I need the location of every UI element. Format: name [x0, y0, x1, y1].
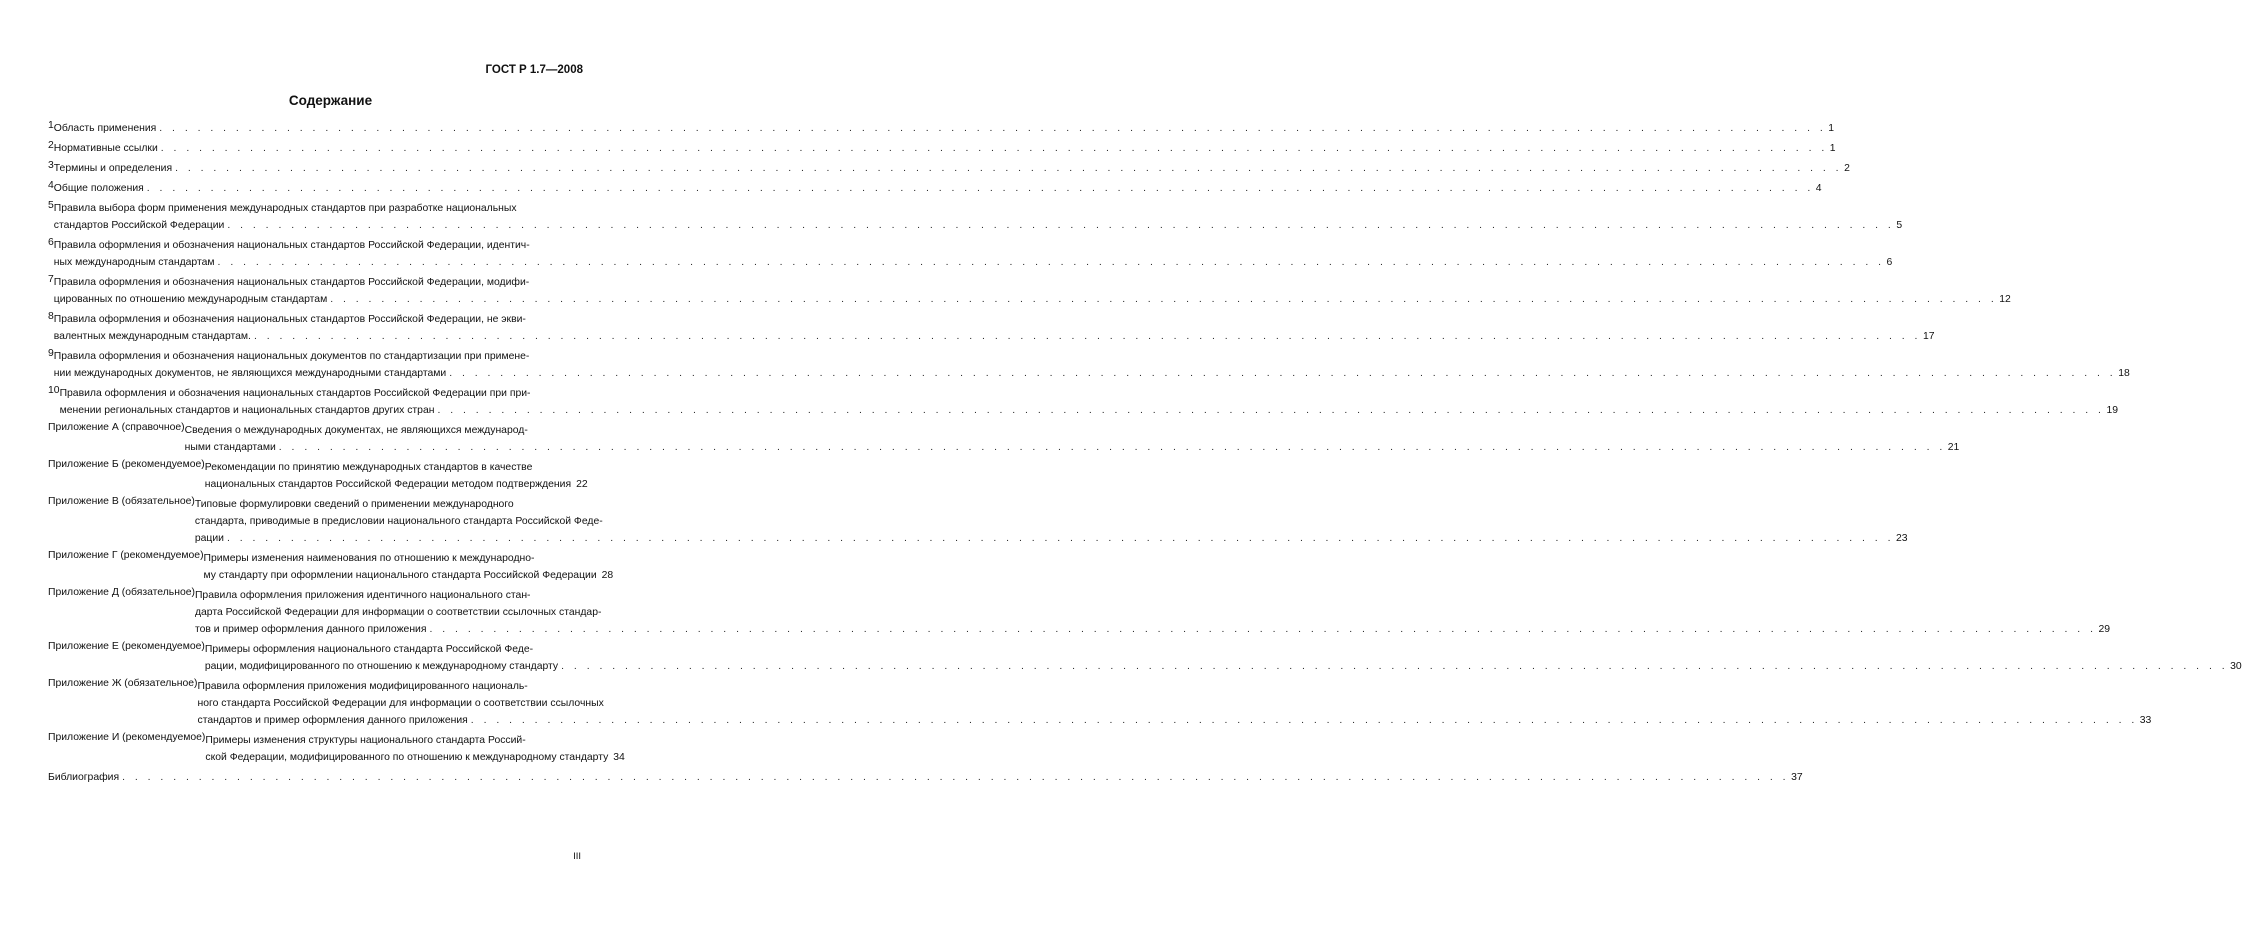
toc-entry-number: Приложение Г (рекомендуемое) — [48, 550, 204, 561]
toc-entry-text: Примеры изменения структуры национального стандарта Россий- — [205, 735, 526, 746]
toc-entry-number: 7 — [48, 274, 54, 285]
toc-entry-text: Рекомендации по принятию международных стандартов в качестве — [204, 462, 533, 473]
page-title: Содержание — [288, 93, 373, 108]
toc-entry-number: Приложение Б (рекомендуемое) — [48, 459, 205, 470]
dot-leader — [227, 217, 1894, 234]
toc-entry-number: 4 — [48, 180, 54, 191]
dot-leader — [561, 658, 2228, 675]
toc-entry-text: цированных по отношению международным стандартам — [53, 294, 328, 305]
toc-entry-text: валентных международным стандартам. — [53, 331, 251, 342]
toc-entry[interactable] — [48, 641, 2242, 675]
dot-leader — [218, 254, 1885, 271]
dot-leader — [430, 621, 2097, 638]
dot-leader — [147, 180, 1814, 197]
toc-entry-number: Приложение Д (обязательное) — [48, 587, 195, 598]
toc-entry-number: 1 — [48, 120, 54, 131]
toc-entry-text: Библиография — [48, 772, 120, 783]
toc-entry[interactable] — [48, 160, 1850, 177]
toc-entry-text: менении региональных стандартов и национальных стандартов других стран — [59, 405, 435, 416]
toc-entry-page: 30 — [2230, 661, 2242, 672]
toc-entry-text: тов и пример оформления данного приложения — [194, 624, 427, 635]
toc-entry-text: Нормативные ссылки — [53, 143, 158, 154]
toc-entry-page: 18 — [2118, 368, 2130, 379]
dot-leader — [227, 530, 1894, 547]
toc-entry-text: национальных стандартов Российской Федерации методом подтверждения — [204, 479, 572, 490]
toc-entry-page: 37 — [1791, 772, 1803, 783]
toc-entry-page: 29 — [2098, 624, 2111, 635]
toc-entry-text: Правила оформления и обозначения национальных документов по стандартизации при примене- — [53, 351, 530, 362]
toc-entry-text: Правила выбора форм применения международных стандартов при разработке национальных — [53, 203, 517, 214]
dot-leader — [175, 160, 1842, 177]
toc-entry[interactable] — [48, 140, 1836, 157]
toc-entry-number: Приложение А (справочное) — [48, 422, 185, 433]
toc-entry-number: 3 — [48, 160, 54, 171]
toc-entry-text: Правила оформления приложения модифицированного националь- — [197, 681, 528, 692]
toc-entry-page: 21 — [1947, 442, 1960, 453]
toc-entry[interactable] — [48, 459, 588, 493]
toc-entry-number: Приложение И (рекомендуемое) — [48, 732, 206, 743]
dot-leader — [471, 712, 2138, 729]
dot-leader — [161, 140, 1828, 157]
dot-leader — [330, 291, 1997, 308]
toc-entry-text: ного стандарта Российской Федерации для информации о соответствии ссылочных — [197, 698, 604, 709]
toc-entry-text: Правила оформления и обозначения национальных стандартов Российской Федерации, модифи- — [53, 277, 530, 288]
toc-entry-text: му стандарту при оформлении национального стандарта Российской Федерации — [203, 570, 597, 581]
toc-entry-number: 9 — [48, 348, 54, 359]
toc-entry-text: Типовые формулировки сведений о применении международного — [194, 499, 514, 510]
toc-entry-text: Примеры изменения наименования по отношению к международно- — [203, 553, 535, 564]
toc-entry[interactable] — [48, 200, 1903, 234]
dot-leader — [437, 402, 2104, 419]
toc-entry-number: Приложение Е (рекомендуемое) — [48, 641, 205, 652]
toc-entry-page: 6 — [1886, 257, 1893, 268]
toc-entry[interactable] — [48, 311, 1935, 345]
toc-entry-text: Область применения — [53, 123, 157, 134]
toc-entry[interactable] — [48, 348, 2130, 382]
toc-entry-page: 1 — [1828, 123, 1835, 134]
dot-leader — [159, 120, 1826, 137]
toc-entry-text: ными стандартами — [184, 442, 276, 453]
toc-entry-number: 5 — [48, 200, 54, 211]
toc-entry[interactable] — [48, 678, 2152, 729]
toc-entry-text: Примеры оформления национального стандарта Российской Феде- — [204, 644, 534, 655]
toc-entry-text: Правила оформления и обозначения национальных стандартов Российской Федерации при при- — [59, 388, 531, 399]
dot-leader — [122, 769, 1789, 786]
toc-entry[interactable] — [48, 422, 1960, 456]
toc-entry-text: дарта Российской Федерации для информации о соответствии ссылочных стандар- — [194, 607, 602, 618]
toc-entry-number: Приложение В (обязательное) — [48, 496, 195, 507]
toc-entry-text: рации — [194, 533, 224, 544]
toc-entry-page: 12 — [1999, 294, 2011, 305]
table-of-contents — [48, 120, 2242, 789]
toc-entry[interactable] — [48, 120, 1835, 137]
toc-entry-number: 10 — [48, 385, 60, 396]
page-number: III — [573, 851, 581, 862]
toc-entry-page: 17 — [1922, 331, 1935, 342]
toc-entry[interactable] — [48, 732, 625, 766]
toc-entry-page: 19 — [2106, 405, 2119, 416]
toc-entry[interactable] — [48, 496, 1908, 547]
toc-entry[interactable] — [48, 587, 2111, 638]
toc-entry-number: Приложение Ж (обязательное) — [48, 678, 198, 689]
toc-entry[interactable] — [48, 550, 614, 584]
toc-entry-page: 4 — [1815, 183, 1822, 194]
toc-entry-text: Правила оформления и обозначения национальных стандартов Российской Федерации, идентич- — [53, 240, 530, 251]
toc-entry-page: 5 — [1896, 220, 1903, 231]
toc-entry-text: рации, модифицированного по отношению к международному стандарту — [204, 661, 559, 672]
toc-entry-text: Общие положения — [53, 183, 144, 194]
toc-entry-text: ных международным стандартам — [53, 257, 215, 268]
toc-entry[interactable] — [48, 769, 1803, 786]
toc-entry-number: 6 — [48, 237, 54, 248]
toc-entry-page: 33 — [2139, 715, 2152, 726]
toc-entry-text: Сведения о международных документах, не являющихся международ- — [184, 425, 528, 436]
document-code: ГОСТ Р 1.7—2008 — [485, 64, 583, 76]
toc-entry[interactable] — [48, 274, 2011, 308]
toc-entry-text: стандартов и пример оформления данного приложения — [197, 715, 468, 726]
toc-entry[interactable] — [48, 385, 2119, 419]
toc-entry[interactable] — [48, 237, 1893, 271]
toc-entry-text: нии международных документов, не являющихся международными стандартами — [53, 368, 447, 379]
toc-entry-number: 8 — [48, 311, 54, 322]
toc-entry-text: стандартов Российской Федерации — [53, 220, 225, 231]
toc-entry-text: Правила оформления и обозначения национальных стандартов Российской Федерации, не экви- — [53, 314, 526, 325]
toc-entry-page: 23 — [1895, 533, 1908, 544]
toc-entry-page: 1 — [1829, 143, 1836, 154]
toc-entry-page: 2 — [1844, 163, 1850, 174]
toc-entry-page: 28 — [601, 570, 614, 581]
toc-entry-text: ской Федерации, модифицированного по отношению к международному стандарту — [205, 752, 609, 763]
toc-entry-page: 34 — [613, 752, 625, 763]
toc-entry-text: Правила оформления приложения идентичного национального стан- — [194, 590, 531, 601]
dot-leader — [449, 365, 2116, 382]
toc-entry-text: стандарта, приводимые в предисловии национального стандарта Российской Феде- — [194, 516, 603, 527]
toc-entry-text: Термины и определения — [53, 163, 173, 174]
toc-entry-page: 22 — [576, 479, 588, 490]
dot-leader — [254, 328, 1921, 345]
toc-entry-number: 2 — [48, 140, 54, 151]
dot-leader — [279, 439, 1946, 456]
toc-entry[interactable] — [48, 180, 1822, 197]
